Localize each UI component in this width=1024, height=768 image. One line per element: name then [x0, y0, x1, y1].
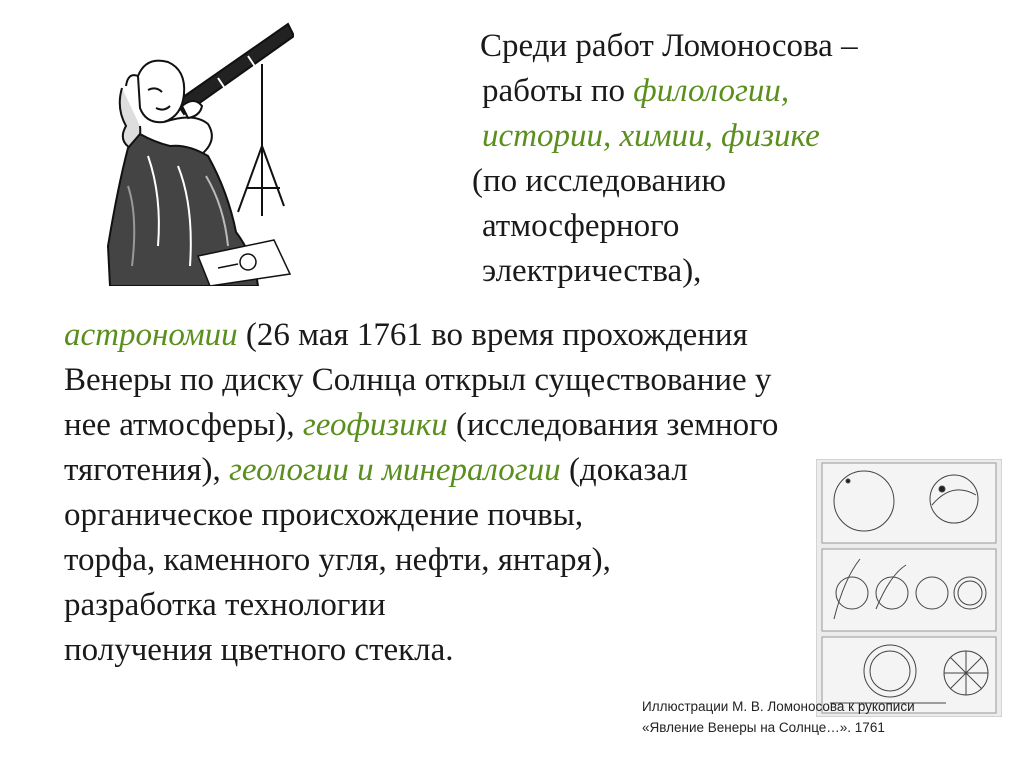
- text-line: Венеры по диску Солнца открыл существование у: [64, 362, 772, 398]
- text-line: работы по филологии,: [482, 73, 790, 109]
- text-line: тяготения), геологии и минералогии (доказал: [64, 452, 688, 488]
- text-line: органическое происхождение почвы,: [64, 497, 584, 533]
- text-line: атмосферного: [482, 208, 680, 244]
- main-text-block: [64, 313, 778, 673]
- text-line: Среди работ Ломоносова –: [480, 28, 858, 64]
- lomonosov-telescope-illustration: [98, 16, 294, 286]
- text-line: астрономии (26 мая 1761 во время прохождения: [64, 317, 748, 353]
- caption-line: Иллюстрации М. В. Ломоносова к рукописи: [642, 699, 915, 714]
- text-line: электричества),: [482, 253, 702, 289]
- illustration-caption: [642, 696, 915, 738]
- text-line: получения цветного стекла.: [64, 632, 454, 668]
- text-line: нее атмосферы), геофизики (исследования земного: [64, 407, 779, 443]
- text-line: истории, химии, физике: [482, 118, 820, 154]
- venus-transit-diagrams: [816, 459, 1002, 717]
- text-line: торфа, каменного угля, нефти, янтаря),: [64, 542, 611, 578]
- intro-text-block: [472, 24, 858, 294]
- text-line: разработка технологии: [64, 587, 386, 623]
- text-line: (по исследованию: [472, 163, 727, 199]
- caption-line: «Явление Венеры на Солнце…». 1761: [642, 720, 885, 735]
